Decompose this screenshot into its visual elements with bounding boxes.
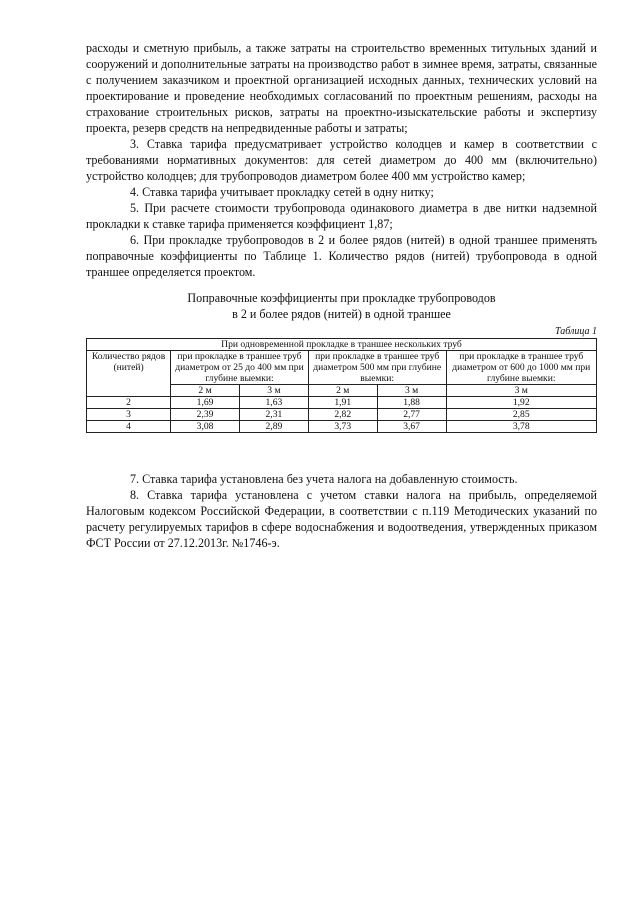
coefficients-table [86,338,597,433]
depth-header: 3 м [377,385,446,397]
depth-header: 3 м [446,385,596,397]
table-title-line-2: в 2 и более рядов (нитей) в одной траншее [232,307,451,321]
table-cell: 2,85 [446,409,596,421]
paragraph-costs: расходы и сметную прибыль, а также затраты на строительство временных титульных зданий и сооружений и дополнительные затраты на производство работ в зимнее время, затраты, связанные с получением заказчиком и проектной организацией исходных данных, технических условий на проектирование и проведение необходимых согласований по проектным решениям, расходы на страхование строительных рисков, затраты на проектно-изыскательские работы и экспертизу проекта, резерв средств на непредвиденные работы и затраты; [86,41,597,135]
table-row [87,421,597,433]
table-super-header: При одновременной прокладке в траншее нескольких труб [87,339,597,351]
table-super-header-row [87,339,597,351]
table-row [87,409,597,421]
table-cell: 3,73 [308,421,377,433]
table-group-header-row [87,351,597,385]
table-cell: 1,91 [308,397,377,409]
paragraph-3: 3. Ставка тарифа предусматривает устройство колодцев и камер в соответствии с требованиями нормативных документов: для сетей диаметром до 400 мм (включительно) устройство колодцев; для трубопроводов диаметром более 400 мм устройство камер; [86,137,597,183]
depth-header: 3 м [239,385,308,397]
paragraph-5: 5. При расчете стоимости трубопровода одинакового диаметра в две нитки надземной прокладки к ставке тарифа применяется коэффициент 1,87; [86,201,597,231]
table-cell: 2,89 [239,421,308,433]
table-title-line-1: Поправочные коэффициенты при прокладке трубопроводов [187,291,496,305]
rows-count-header: Количество рядов (нитей) [87,351,171,397]
document-page [86,40,597,551]
paragraph-7: 7. Ставка тарифа установлена без учета налога на добавленную стоимость. [130,472,518,486]
paragraph-4: 4. Ставка тарифа учитывает прокладку сетей в одну нитку; [130,185,434,199]
table-cell: 2,77 [377,409,446,421]
table-cell: 3 [87,409,171,421]
table-cell: 1,88 [377,397,446,409]
table-cell: 3,67 [377,421,446,433]
table-cell: 1,92 [446,397,596,409]
table-label: Таблица 1 [555,326,597,337]
depth-header: 2 м [308,385,377,397]
paragraph-6: 6. При прокладке трубопроводов в 2 и более рядов (нитей) в одной траншее применять поправочные коэффициенты по Таблице 1. Количество рядов (нитей) трубопровода в одной траншее определяется проектом. [86,233,597,279]
depth-header: 2 м [171,385,240,397]
table-cell: 3,08 [171,421,240,433]
table-cell: 1,69 [171,397,240,409]
table-cell: 1,63 [239,397,308,409]
group-header-25-400: при прокладке в траншее труб диаметром от 25 до 400 мм при глубине выемки: [171,351,309,385]
paragraph-8: 8. Ставка тарифа установлена с учетом ставки налога на прибыль, определяемой Налоговым кодексом Российской Федерации, в соответствии с п.119 Методических указаний по расчету регулируемых тарифов в сфере водоснабжения и водоотведения, утвержденных приказом ФСТ России от 27.12.2013г. №1746-э. [86,488,597,550]
table-cell: 2,31 [239,409,308,421]
table-row [87,397,597,409]
group-header-600-1000: при прокладке в траншее труб диаметром от 600 до 1000 мм при глубине выемки: [446,351,596,385]
table-cell: 2,82 [308,409,377,421]
table-cell: 4 [87,421,171,433]
table-cell: 2,39 [171,409,240,421]
table-cell: 2 [87,397,171,409]
table-cell: 3,78 [446,421,596,433]
group-header-500: при прокладке в траншее труб диаметром 500 мм при глубине выемки: [308,351,446,385]
table-title [86,290,597,322]
